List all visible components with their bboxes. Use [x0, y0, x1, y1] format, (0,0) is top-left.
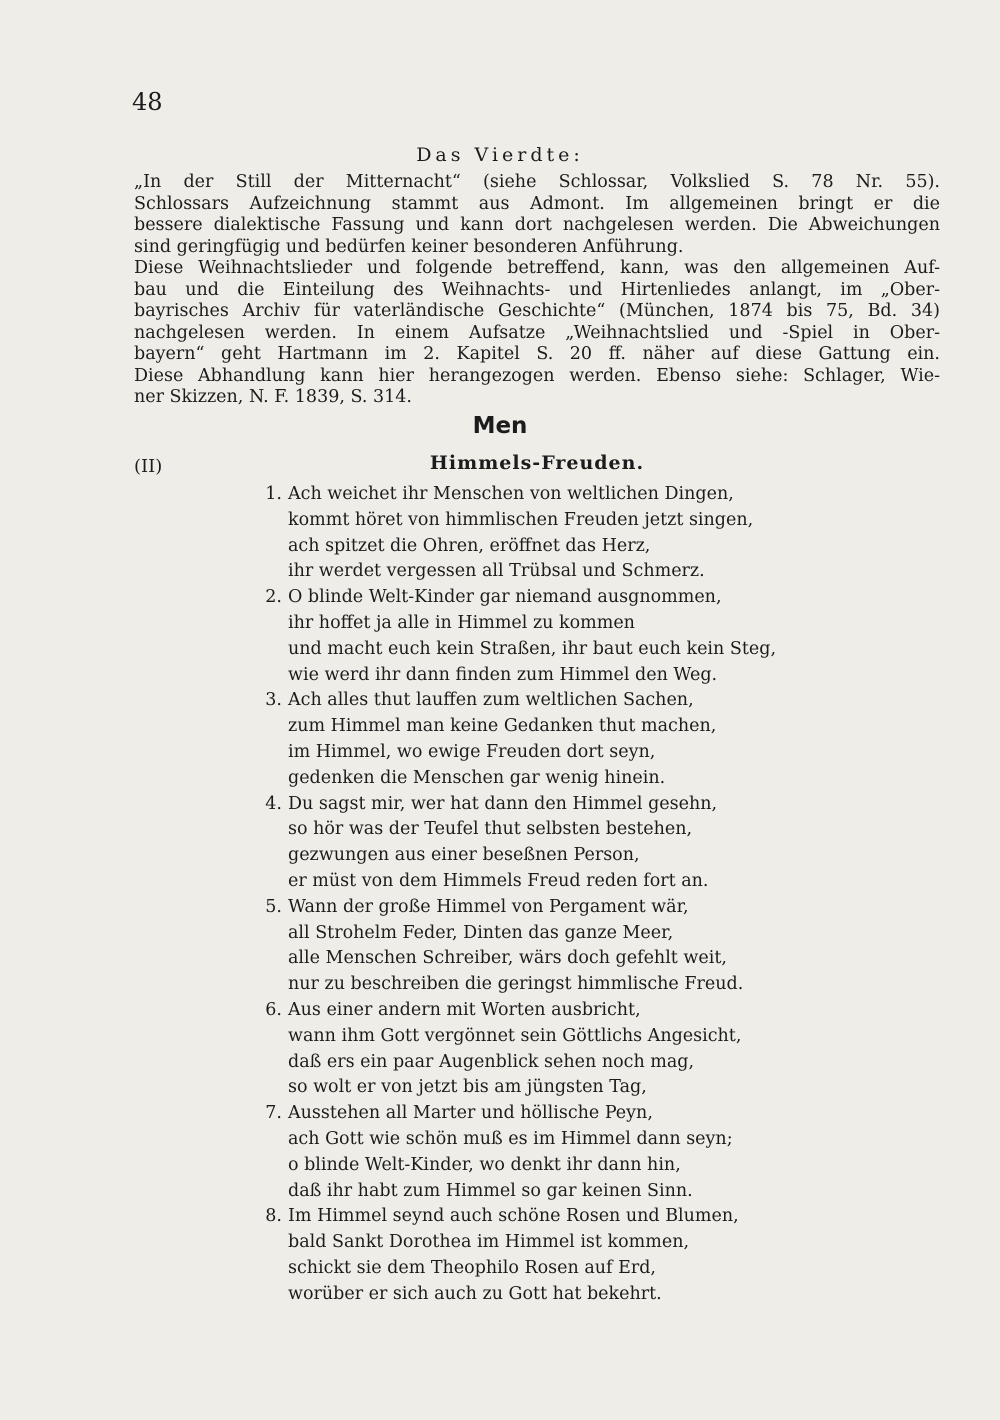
verse-line: kommt höret von himmlischen Freuden jetzt singen, — [288, 509, 754, 530]
verse-line: und macht euch kein Straßen, ihr baut euch kein Steg, — [288, 638, 777, 659]
verse-line: ihr hoffet ja alle in Himmel zu kommen — [288, 612, 635, 633]
verse-line: so wolt er von jetzt bis am jüngsten Tag, — [288, 1077, 647, 1098]
stanza — [256, 1101, 956, 1204]
verse-line: Aus einer andern mit Worten ausbricht, — [288, 999, 641, 1020]
verse-line: alle Menschen Schreiber, wärs doch gefehlt weit, — [288, 948, 727, 969]
verse-line: ihr werdet vergessen all Trübsal und Schmerz. — [288, 561, 705, 582]
verse-line: zum Himmel man keine Gedanken thut machen, — [288, 716, 717, 737]
stanza-number: 8. — [265, 1206, 282, 1227]
intro-line: Diese Abhandlung kann hier herangezogen werden. Ebenso siehe: Schlager, Wie- — [134, 365, 940, 386]
section-title: Men — [472, 413, 528, 439]
intro-paragraph — [134, 172, 940, 409]
stanza-number: 5. — [265, 896, 282, 917]
verse-line: er müst von dem Himmels Freud reden fort an. — [288, 870, 709, 891]
verse-line: worüber er sich auch zu Gott hat bekehrt. — [288, 1283, 662, 1304]
verse-line: so hör was der Teufel thut selbsten bestehen, — [288, 819, 693, 840]
intro-line: „In der Still der Mitternacht“ (siehe Schlossar, Volkslied S. 78 Nr. 55). — [134, 172, 940, 192]
stanza-number: 2. — [265, 587, 282, 608]
intro-line: Schlossars Aufzeichnung stammt aus Admont. Im allgemeinen bringt er die — [134, 193, 940, 214]
verse-line: all Strohelm Feder, Dinten das ganze Meer, — [288, 922, 674, 943]
verse-line: Ach alles thut lauffen zum weltlichen Sachen, — [288, 690, 694, 711]
stanza — [256, 585, 956, 688]
verse-line: Wann der große Himmel von Pergament wär, — [288, 896, 689, 917]
stanza-number: 3. — [265, 690, 282, 711]
intro-line: bayern“ geht Hartmann im 2. Kapitel S. 20 ff. näher auf diese Gattung ein. — [134, 344, 940, 364]
verse-line: nur zu beschreiben die geringst himmlische Freud. — [288, 974, 744, 995]
page-number: 48 — [132, 88, 163, 116]
verse-line: wann ihm Gott vergönnet sein Göttlichs Angesicht, — [288, 1025, 742, 1046]
stanza — [256, 998, 956, 1101]
note-heading: Das Vierdte: — [416, 144, 584, 166]
verse-line: ach Gott wie schön muß es im Himmel dann seyn; — [288, 1128, 733, 1149]
verse-line: daß ers ein paar Augenblick sehen noch mag, — [288, 1051, 695, 1072]
intro-line: ner Skizzen, N. F. 1839, S. 314. — [134, 387, 412, 407]
stanza-number: 1. — [265, 484, 282, 504]
verse-line: ach spitzet die Ohren, eröffnet das Herz, — [288, 535, 651, 556]
intro-line: bessere dialektische Fassung und kann dort nachgelesen werden. Die Abweichungen — [134, 215, 940, 235]
stanza — [256, 895, 956, 998]
verse-line: daß ihr habt zum Himmel so gar keinen Sinn. — [288, 1180, 693, 1201]
stanza — [256, 1204, 956, 1307]
stanza — [256, 792, 956, 895]
intro-line: sind geringfügig und bedürfen keiner besonderen Anführung. — [134, 236, 684, 257]
song-title: Himmels-Freuden. — [429, 452, 645, 474]
verse-line: o blinde Welt-Kinder, wo denkt ihr dann hin, — [288, 1154, 681, 1175]
stanza — [256, 482, 956, 585]
verse-line: Im Himmel seynd auch schöne Rosen und Blumen, — [288, 1206, 739, 1227]
verse-line: O blinde Welt-Kinder gar niemand ausgnommen, — [288, 587, 722, 608]
verse-line: schickt sie dem Theophilo Rosen auf Erd, — [288, 1257, 656, 1278]
stanza-number: 6. — [265, 999, 282, 1020]
verse-line: im Himmel, wo ewige Freuden dort seyn, — [288, 741, 656, 762]
song-stanzas — [256, 482, 956, 1308]
verse-line: gedenken die Menschen gar wenig hinein. — [288, 767, 666, 788]
intro-line: nachgelesen werden. In einem Aufsatze „Weihnachtslied und -Spiel in Ober- — [134, 322, 940, 343]
intro-line: Diese Weihnachtslieder und folgende betreffend, kann, was den allgemeinen Auf- — [134, 258, 940, 278]
verse-line: wie werd ihr dann finden zum Himmel den Weg. — [288, 664, 718, 685]
verse-line: gezwungen aus einer beseßnen Person, — [288, 845, 640, 866]
verse-line: Ach weichet ihr Menschen von weltlichen Dingen, — [288, 484, 734, 504]
intro-line: bayrisches Archiv für vaterländische Geschichte“ (München, 1874 bis 75, Bd. 34) — [134, 301, 940, 321]
intro-line: bau und die Einteilung des Weihnachts- und Hirtenliedes anlangt, im „Ober- — [134, 279, 940, 300]
stanza — [256, 688, 956, 791]
verse-line: Ausstehen all Marter und höllische Peyn, — [288, 1103, 653, 1124]
song-number: (II) — [134, 456, 163, 477]
stanza-number: 4. — [265, 793, 282, 814]
stanza-number: 7. — [265, 1103, 282, 1124]
verse-line: bald Sankt Dorothea im Himmel ist kommen, — [288, 1232, 690, 1253]
verse-line: Du sagst mir, wer hat dann den Himmel gesehn, — [288, 793, 718, 814]
